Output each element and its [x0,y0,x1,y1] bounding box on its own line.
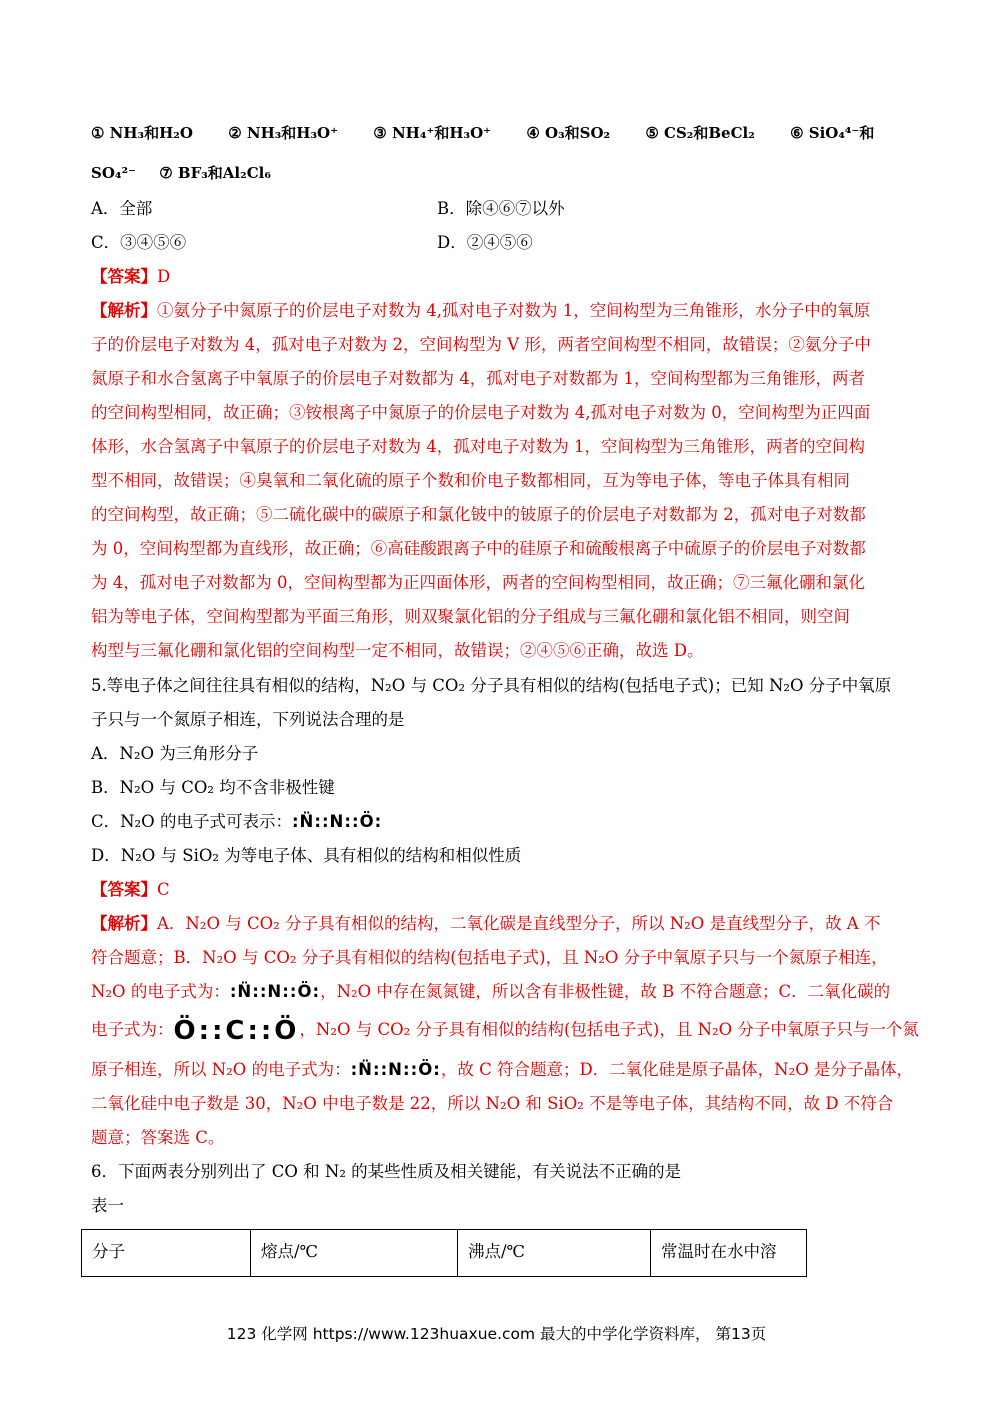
analysis-label: 【解析】 [91,914,157,933]
q4-analysis-line: 的空间构型，故正确；⑤二硫化碳中的碳原子和氯化铍中的铍原子的价层电子对数都为 2，孤对电子对数都 [91,505,866,524]
table-header-cell: 沸点/℃ [458,1230,651,1277]
q4-option-c: C．③④⑤⑥ [91,233,187,252]
analysis-text: ，N₂O 与 CO₂ 分子具有相似的结构(包括电子式)，且 N₂O 分子中氧原子只与一个氮 [299,1020,919,1039]
q4-items-row2 [91,162,301,184]
q5-option-c [91,811,382,833]
table-header-cell: 熔点/℃ [251,1230,458,1277]
q4-option-d: D．②④⑤⑥ [437,233,533,252]
q4-option-a: A．全部 [91,199,153,218]
q5-option-b: B．N₂O 与 CO₂ 均不含非极性键 [91,778,335,797]
answer-value: C [157,880,170,899]
q4-analysis-line: 子的价层电子对数为 4，孤对电子对数为 2，空间构型为 V 形，两者空间构型不相同，故错误；②氨分子中 [91,335,871,354]
q4-item: ③ NH₄⁺和H₃O⁺ [373,124,492,142]
table-caption: 表一 [91,1196,124,1215]
analysis-text: N₂O 的电子式为： [91,982,230,1001]
answer-label: 【答案】 [91,880,157,899]
q5-analysis-line [91,1016,919,1046]
q4-item: ⑥ SiO₄⁴⁻和 [790,124,875,142]
q4-analysis-line: 氮原子和水合氢离子中氧原子的价层电子对数都为 4，孤对电子对数都为 1，空间构型都为三角锥形，两者 [91,369,865,388]
q4-item: ④ O₃和SO₂ [526,124,611,142]
q4-item: SO₄²⁻ [91,164,136,182]
n2o-lewis-formula: :N̈::N::Ö: [291,812,383,831]
q5-option-d: D．N₂O 与 SiO₂ 为等电子体、具有相似的结构和相似性质 [91,846,522,865]
q4-item: ⑦ BF₃和Al₂Cl₆ [159,164,271,182]
q4-item: ② NH₃和H₃O⁺ [228,124,339,142]
analysis-text: ，N₂O 中存在氮氮键，所以含有非极性键，故 B 不符合题意；C．二氧化碳的 [320,982,891,1001]
q5-analysis-line [91,913,880,935]
answer-value: D [157,267,171,286]
q5-analysis-line [91,1059,913,1081]
analysis-text: ，故 C 符合题意；D．二氧化硅是原子晶体，N₂O 是分子晶体， [440,1060,913,1079]
q5-option-a: A．N₂O 为三角形分子 [91,744,259,763]
q4-items-row1 [91,122,874,144]
q4-analysis-line [91,300,870,322]
q4-item: ⑤ CS₂和BeCl₂ [645,124,755,142]
analysis-text: 电子式为： [91,1020,174,1039]
analysis-text: A．N₂O 与 CO₂ 分子具有相似的结构，二氧化碳是直线型分子，所以 N₂O 是直线型分子，故 A 不 [157,914,881,933]
co2-lewis-formula: Ö::C::Ö [173,1016,300,1046]
q4-analysis-line: 体形，水合氢离子中氧原子的价层电子对数为 4，孤对电子对数为 1，空间构型为三角锥形，两者的空间构 [91,437,865,456]
q5-stem-line: 子只与一个氮原子相连，下列说法合理的是 [91,710,405,729]
q5-analysis-line: 题意；答案选 C。 [91,1128,225,1147]
q5-option-c-text: C．N₂O 的电子式可表示： [91,812,292,831]
answer-label: 【答案】 [91,267,157,286]
q4-answer [91,266,170,288]
q4-option-b: B．除④⑥⑦以外 [437,199,565,218]
q4-item: ① NH₃和H₂O [91,124,193,142]
q5-analysis-line: 二氧化硅中电子数是 30，N₂O 中电子数是 22，所以 N₂O 和 SiO₂ 不是等电子体，其结构不同，故 D 不符合 [91,1094,894,1113]
n2o-lewis-formula: :N̈::N::Ö: [229,982,321,1001]
q4-analysis-line: 为 4，孤对电子对数都为 0，空间构型都为正四面体形，两者的空间构型相同，故正确；⑦三氟化硼和氯化 [91,573,865,592]
q4-analysis-line: 铝为等电子体，空间构型都为平面三角形，则双聚氯化铝的分子组成与三氟化硼和氯化铝不相同，则空间 [91,607,850,626]
q5-answer [91,879,170,901]
q5-analysis-line [91,981,890,1003]
q6-stem: 6．下面两表分别列出了 CO 和 N₂ 的某些性质及相关键能，有关说法不正确的是 [91,1162,682,1181]
analysis-text: 原子相连，所以 N₂O 的电子式为： [91,1060,351,1079]
q4-analysis-line: 构型与三氟化硼和氯化铝的空间构型一定不相同，故错误；②④⑤⑥正确，故选 D。 [91,641,704,660]
n2o-lewis-formula: :N̈::N::Ö: [350,1060,441,1079]
analysis-text: ①氨分子中氮原子的价层电子对数为 4,孤对电子对数为 1，空间构型为三角锥形，水分子中的氧原 [157,301,871,320]
q5-stem-line: 5.等电子体之间往往具有相似的结构，N₂O 与 CO₂ 分子具有相似的结构(包括电子式)；已知 N₂O 分子中氧原 [91,676,892,695]
q4-analysis-line: 的空间构型相同，故正确；③铵根离子中氮原子的价层电子对数为 4,孤对电子对数为 0，空间构型为正四面 [91,403,871,422]
q4-analysis-line: 型不相同，故错误；④臭氧和二氧化硫的原子个数和价电子数都相同，互为等电子体，等电子体具有相同 [91,471,850,490]
q4-analysis-line: 为 0，空间构型都为直线形，故正确；⑥高硅酸跟离子中的硅原子和硫酸根离子中硫原子的价层电子对数都 [91,539,866,558]
analysis-label: 【解析】 [91,301,157,320]
page-footer: 123 化学网 https://www.123huaxue.com 最大的中学化学资料库， 第13页 [226,1325,767,1343]
properties-table [81,1229,807,1277]
table-header-cell: 常温时在水中溶 [651,1230,807,1277]
table-header-row [82,1230,807,1277]
table-header-cell: 分子 [82,1230,251,1277]
q5-analysis-line: 符合题意；B．N₂O 与 CO₂ 分子具有相似的结构(包括电子式)，且 N₂O 分子中氧原子只与一个氮原子相连， [91,948,888,967]
